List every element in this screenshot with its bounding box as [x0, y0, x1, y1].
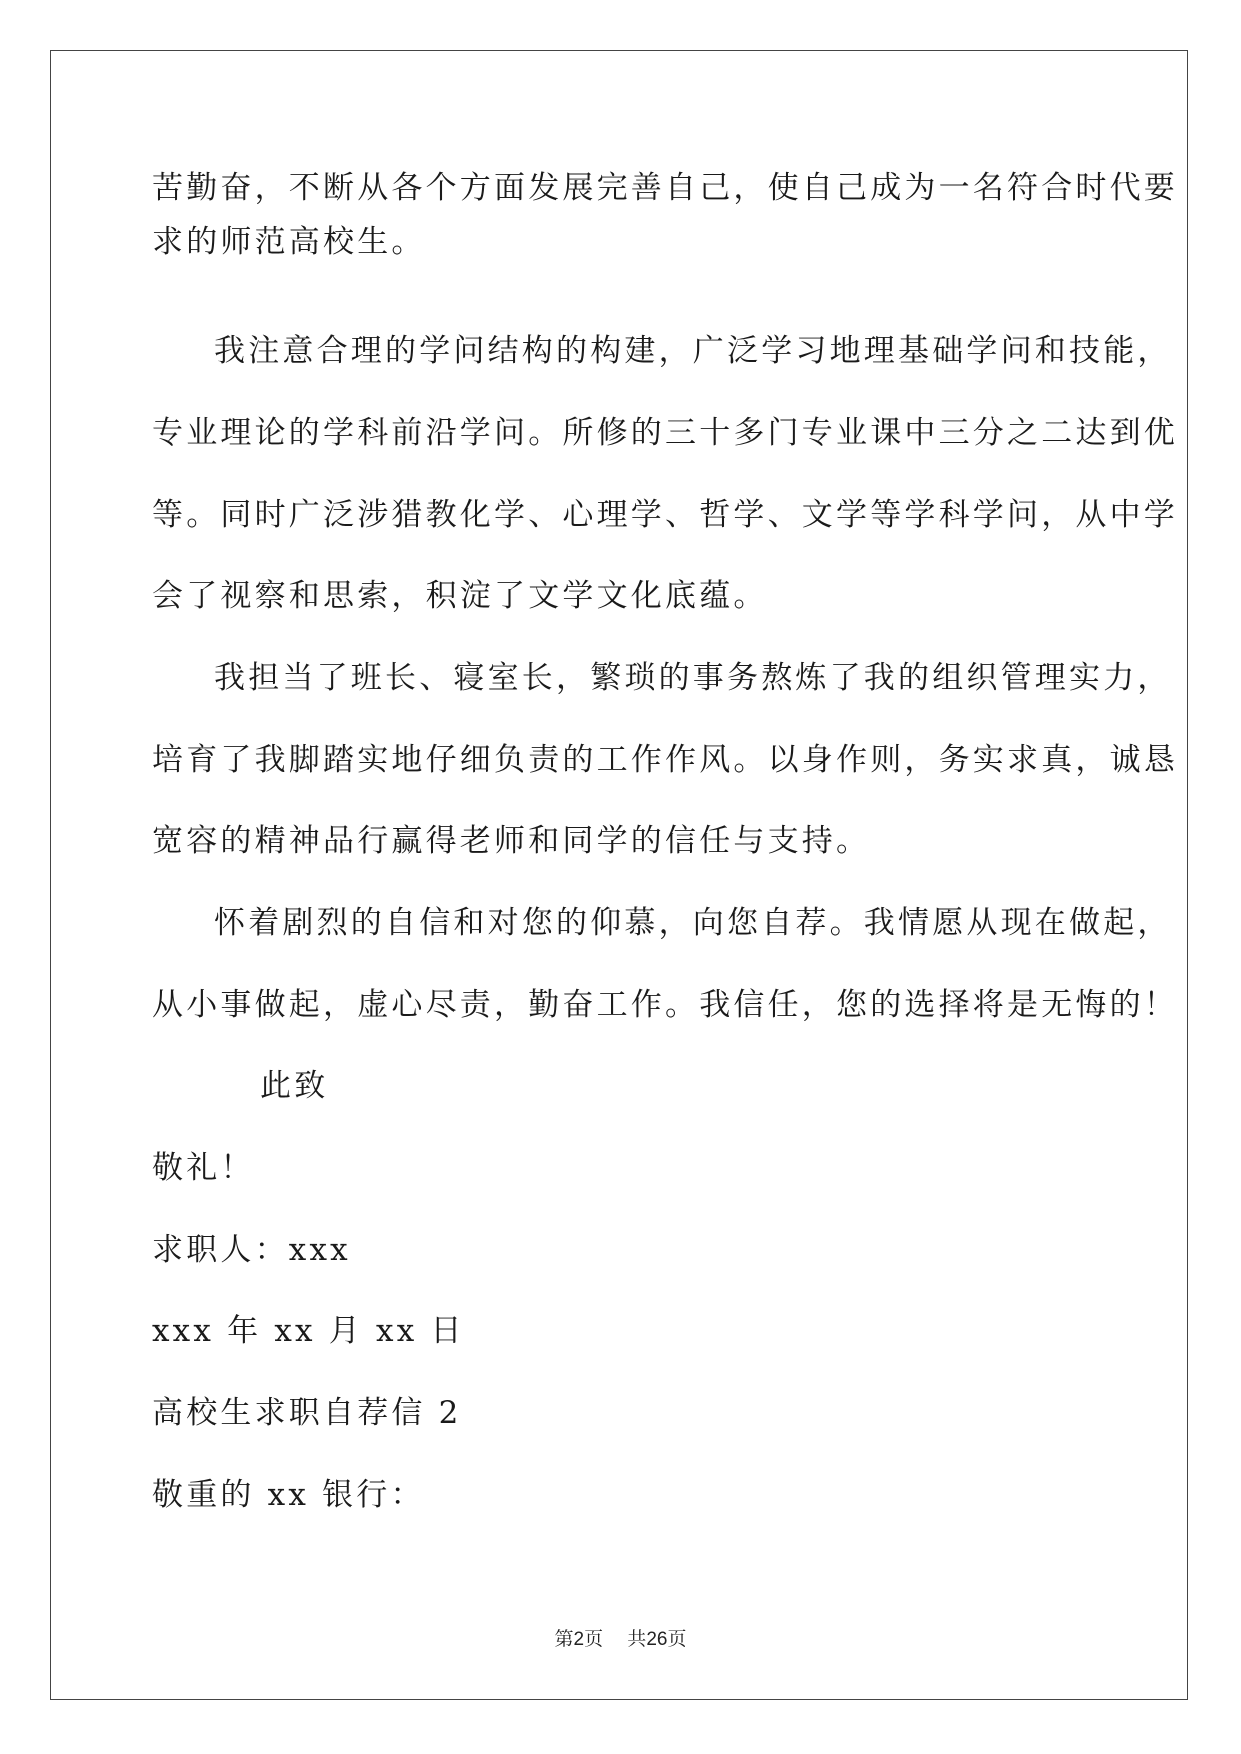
body-line: 等。同时广泛涉猎教化学、心理学、哲学、文学等学科学问，从中学	[152, 497, 1178, 533]
applicant-signature: 求职人：xxx	[152, 1232, 351, 1268]
page-frame	[50, 50, 1188, 1700]
paragraph-start: 我注意合理的学问结构的构建，广泛学习地理基础学问和技能，	[214, 333, 1172, 369]
closing-regards: 敬礼！	[152, 1150, 255, 1186]
paragraph-start: 我担当了班长、寝室长，繁琐的事务熬炼了我的组织管理实力，	[214, 660, 1172, 696]
body-line: 宽容的精神品行赢得老师和同学的信任与支持。	[152, 823, 871, 859]
letter-date: xxx 年 xx 月 xx 日	[152, 1313, 465, 1349]
body-line: 求的师范高校生。	[152, 224, 426, 260]
closing-salutation: 此致	[260, 1068, 329, 1104]
body-line: 苦勤奋，不断从各个方面发展完善自己，使自己成为一名符合时代要	[152, 170, 1178, 206]
page-footer	[0, 1624, 1241, 1651]
body-line: 专业理论的学科前沿学问。所修的三十多门专业课中三分之二达到优	[152, 415, 1178, 451]
letter-greeting: 敬重的 xx 银行：	[152, 1477, 425, 1513]
section-title: 高校生求职自荐信 2	[152, 1395, 462, 1431]
body-line: 会了视察和思索，积淀了文学文化底蕴。	[152, 578, 768, 614]
footer-total-pages: 26	[646, 1629, 668, 1650]
paragraph-start: 怀着剧烈的自信和对您的仰慕，向您自荐。我情愿从现在做起，	[214, 905, 1172, 941]
footer-page-suffix: 页	[584, 1628, 604, 1650]
footer-page-prefix: 第	[554, 1628, 574, 1650]
footer-total-suffix: 页	[667, 1628, 687, 1650]
footer-total-prefix: 共	[627, 1628, 647, 1650]
body-line: 从小事做起，虚心尽责，勤奋工作。我信任，您的选择将是无悔的！	[152, 987, 1178, 1023]
body-line: 培育了我脚踏实地仔细负责的工作作风。以身作则，务实求真，诚恳	[152, 742, 1178, 778]
footer-page-number: 2	[573, 1629, 585, 1650]
